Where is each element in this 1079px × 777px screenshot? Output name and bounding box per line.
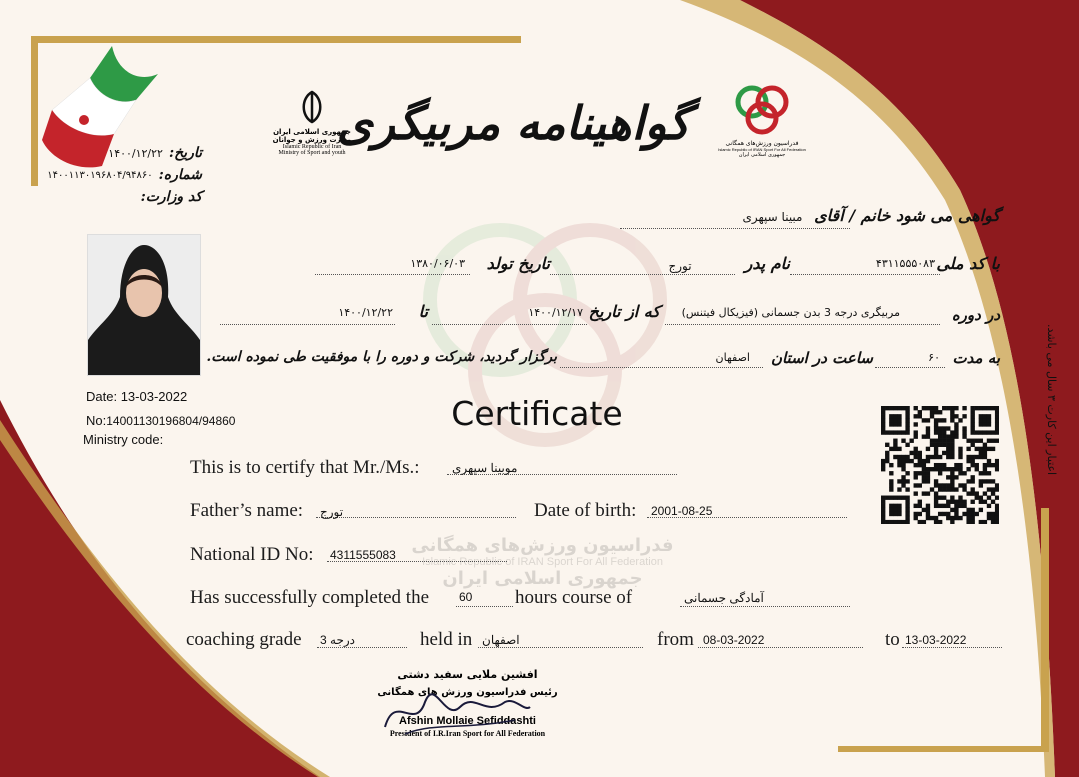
fa-father-underline xyxy=(550,274,735,275)
ministry-en-line1: Islamic Republic of Iran xyxy=(282,144,342,150)
en-held-underline xyxy=(478,647,643,648)
fa-from-underline xyxy=(432,324,587,325)
en-hours-value: 60 xyxy=(459,590,473,604)
fa-closing-text: برگزار گردید، شرکت و دوره را با موفقیت طی نموده است. xyxy=(206,349,557,365)
federation-watermark xyxy=(405,535,680,589)
fa-birth-label: تاریخ تولد xyxy=(486,254,550,273)
fa-national-code-label: با کد ملی xyxy=(936,254,1000,273)
fa-course-underline xyxy=(665,324,940,325)
no-value: 14001130196804/94860 xyxy=(106,414,236,428)
en-held-value: اصفهان xyxy=(482,633,520,647)
date-value-fa: ۱۴۰۰/۱۲/۲۲ xyxy=(108,146,163,160)
ministry-code-row xyxy=(83,432,163,447)
en-father-value: تورج xyxy=(320,505,344,519)
en-certify-label: This is to certify that Mr./Ms.: xyxy=(190,457,420,478)
en-to-label: to xyxy=(885,629,900,650)
ministry-fa-line2: وزارت ورزش و جوانان xyxy=(272,136,352,144)
en-from-label: from xyxy=(657,629,694,650)
ministry-code-label-fa: کد وزارت: xyxy=(140,189,202,205)
fa-to-label: تا xyxy=(418,302,428,321)
en-grade-value: 3 درجه xyxy=(320,633,356,647)
fa-to-value: ۱۴۰۰/۱۲/۲۲ xyxy=(338,306,393,319)
watermark-fa-name: فدراسیون ورزش‌های همگانی xyxy=(411,535,674,556)
fa-national-code-underline xyxy=(790,274,940,275)
federation-en-name: Islamic Republic of IRAN Sport For All Federation xyxy=(718,147,806,152)
date-label: Date: xyxy=(86,389,118,404)
en-course-underline xyxy=(680,606,850,607)
page-title: گواهینامه مربیگری xyxy=(336,96,690,150)
number-label-fa: شماره: xyxy=(158,167,202,183)
fa-hours-province-label: ساعت در استان xyxy=(770,349,873,367)
en-from-value: 08-03-2022 xyxy=(703,633,765,647)
en-course-value: آمادگی جسمانی xyxy=(684,591,764,605)
federation-rings-icon xyxy=(730,82,794,136)
fa-birth-underline xyxy=(315,274,470,275)
fa-duration-value: ۶۰ xyxy=(928,351,940,364)
fa-province-value: اصفهان xyxy=(715,351,750,364)
fa-from-label: که از تاریخ xyxy=(588,302,660,321)
en-father-label: Father’s name: xyxy=(190,500,304,521)
fa-father-value: تورج xyxy=(668,259,692,273)
signatory-en-title: President of I.R.Iran Sport for All Federation xyxy=(389,729,546,738)
signatory-en-name: Afshin Mollaie Sefiddashti xyxy=(399,715,536,727)
en-coaching-label: coaching grade xyxy=(186,629,302,650)
ministry-en-line2: Ministry of Sport and youth xyxy=(278,150,346,156)
fa-from-value: ۱۴۰۰/۱۲/۱۷ xyxy=(528,306,583,319)
person-photo-icon xyxy=(88,235,200,375)
no-label: No: xyxy=(86,413,107,428)
fa-course-value: مربیگری درجه 3 بدن جسمانی (فیزیکال فیتنس) xyxy=(681,306,900,319)
date-value: 13-03-2022 xyxy=(120,389,188,404)
federation-fa-sub: جمهوری اسلامی ایران xyxy=(738,152,786,158)
en-to-underline xyxy=(902,647,1002,648)
fa-name-value: مبینا سپهری xyxy=(742,210,803,224)
iran-emblem-icon xyxy=(295,90,329,124)
fa-province-underline xyxy=(560,367,763,368)
en-to-value: 13-03-2022 xyxy=(905,633,967,647)
federation-fa-name: فدراسیون ورزش‌های همگانی xyxy=(725,140,799,147)
certificate-heading: Certificate xyxy=(451,394,623,433)
number-value-fa: ۱۴۰۰۱۱۳۰۱۹۶۸۰۴/۹۴۸۶۰ xyxy=(47,169,153,181)
ministry-code-label: Ministry code: xyxy=(83,432,164,447)
fa-birth-value: ۱۳۸۰/۰۶/۰۳ xyxy=(410,257,465,270)
en-dob-label: Date of birth: xyxy=(534,500,637,521)
watermark-fa-sub: جمهوری اسلامی ایران xyxy=(442,568,643,589)
fa-name-underline xyxy=(620,227,850,229)
signatory-fa-title: رئیس فدراسیون ورزش های همگانی xyxy=(377,687,558,698)
en-national-id-value: 4311555083 xyxy=(330,548,396,562)
number-row xyxy=(86,413,235,428)
date-row xyxy=(86,389,187,404)
en-name-value: موبینا سپهری xyxy=(452,461,518,475)
fa-duration-label: به مدت xyxy=(952,349,1000,367)
en-dob-value: 2001-08-25 xyxy=(651,504,713,518)
fa-certify-label: گواهی می شود خانم / آقای xyxy=(814,206,1000,225)
en-national-id-label: National ID No: xyxy=(190,544,314,565)
side-validity-note: اعتبار این کارت ۳ سال می باشد. xyxy=(1045,324,1058,476)
watermark-en-name: Islamic Republic of IRAN Sport For All Federation xyxy=(422,556,663,568)
fa-duration-underline xyxy=(875,367,945,368)
en-hours-underline xyxy=(456,606,513,607)
ministry-fa-line1: جمهوری اسلامی ایران xyxy=(273,128,351,136)
en-held-label: held in xyxy=(420,629,473,650)
fa-to-underline xyxy=(220,324,395,325)
federation-logo xyxy=(712,82,812,158)
en-hours-course-label: hours course of xyxy=(515,587,633,608)
fa-father-label: نام پدر xyxy=(744,254,790,273)
fa-course-label: در دوره xyxy=(951,306,1000,324)
signatory-fa-name: افشین ملایی سفید دشتی xyxy=(397,668,538,681)
en-from-underline xyxy=(698,647,863,648)
signature-scribble-icon xyxy=(375,672,535,742)
en-father-underline xyxy=(316,517,516,518)
top-left-info xyxy=(40,142,202,208)
en-completed-label: Has successfully completed the xyxy=(190,587,430,608)
qr-code-icon xyxy=(881,406,999,524)
date-label-fa: تاریخ: xyxy=(168,145,202,161)
fa-national-code-value: ۴۳۱۱۵۵۵۰۸۳ xyxy=(875,257,935,270)
portrait-photo xyxy=(87,234,201,376)
en-grade-underline xyxy=(317,647,407,648)
